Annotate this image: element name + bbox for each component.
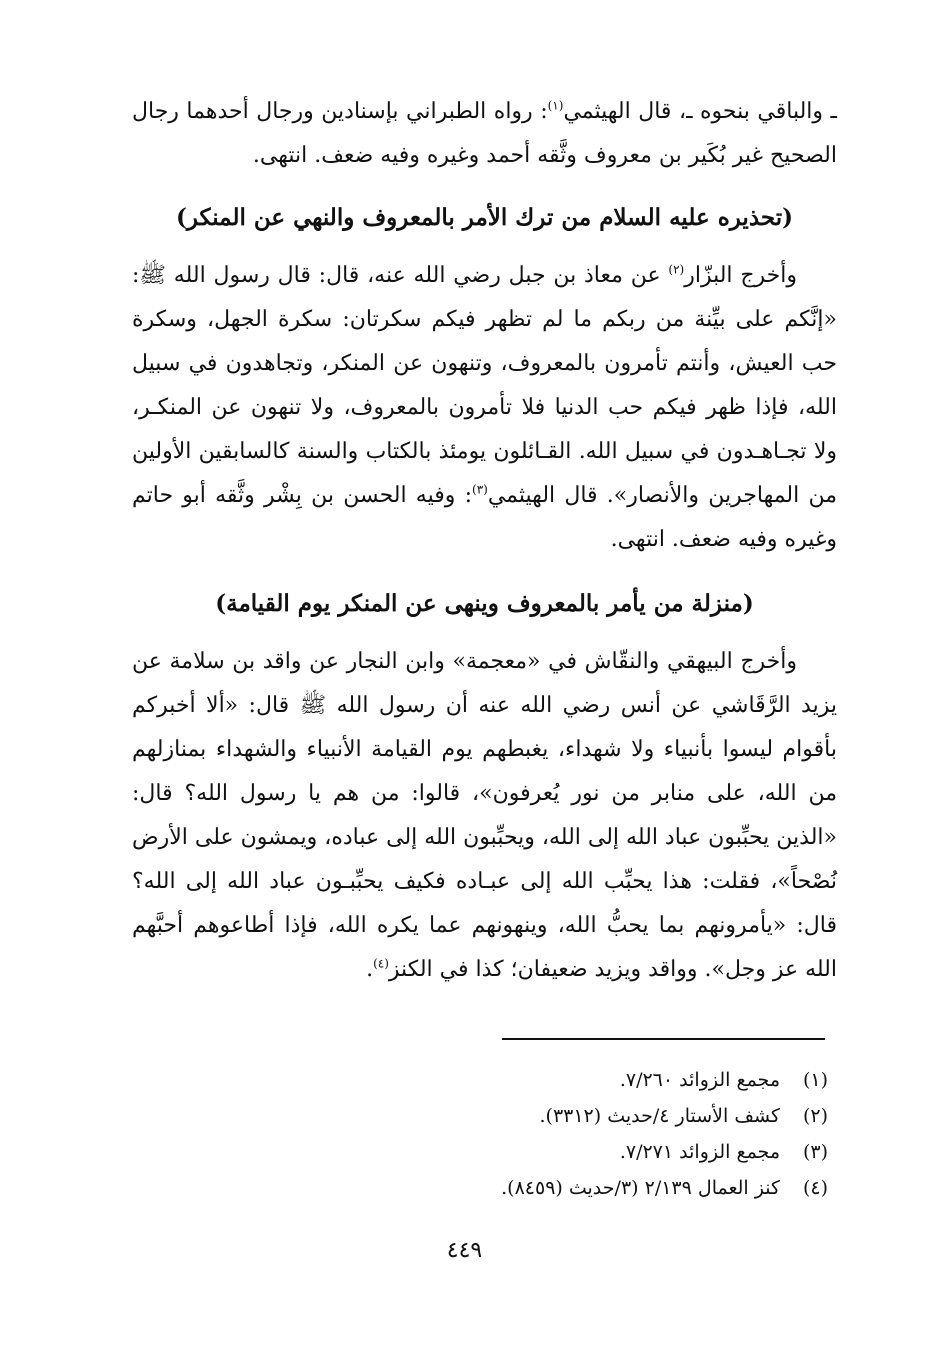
- section2-text-b: .: [366, 957, 374, 982]
- section-heading-rank: (منزلة من يأمر بالمعروف وينهى عن المنكر يوم القيامة): [215, 590, 754, 617]
- footnote-item: [380, 1134, 828, 1170]
- section2-paragraph: [132, 640, 837, 992]
- footnote-text: كنز العمال ٢/١٣٩ (٣/حديث (٨٤٥٩).: [501, 1177, 780, 1199]
- footnote-item: [380, 1062, 828, 1098]
- section1-paragraph: [132, 254, 837, 562]
- footnote-number: (٢): [802, 1105, 828, 1127]
- intro-text-a: ـ والباقي بنحوه ـ، قال الهيثمي: [563, 99, 837, 124]
- footnote-item: [380, 1098, 828, 1134]
- footnote-ref-4: (٤): [373, 956, 389, 971]
- footnote-ref-3: (٣): [472, 482, 488, 497]
- footnote-number: (٤): [802, 1177, 828, 1199]
- section1-text-c: : وفيه الحسن بن بِشْر وثَّقه أبو حاتم وغيره وفيه ضعف. انتهى.: [132, 483, 837, 552]
- footnote-divider: [502, 1038, 825, 1040]
- section1-text-a: وأخرج البزّار: [684, 263, 798, 288]
- intro-text-b: : رواه الطبراني بإسنادين ورجال أحدهما رجال الصحيح غير بُكَير بن معروف وثَّقه أحمد وغيره وفيه ضعف. انتهى.: [132, 99, 837, 168]
- footnote-text: مجمع الزوائد ٧/٢٧١.: [619, 1141, 780, 1163]
- footnote-number: (٣): [802, 1141, 828, 1163]
- footnotes-list: [380, 1062, 828, 1206]
- footnote-text: كشف الأستار ٤/حديث (٣٣١٢).: [539, 1105, 780, 1127]
- footnote-text: مجمع الزوائد ٧/٢٦٠.: [619, 1069, 780, 1091]
- footnote-item: [380, 1170, 828, 1206]
- page-number: ٤٤٩: [446, 1238, 483, 1263]
- footnote-ref-2: (٢): [668, 262, 685, 277]
- footnote-ref-1: (١): [547, 98, 564, 113]
- intro-paragraph: [132, 90, 837, 178]
- section1-text-b: عن معاذ بن جبل رضي الله عنه، قال: قال رسول الله ﷺ: «إنَّكم على بيِّنة من ربكم ما لم تظهر فيكم سكرتان: سكرة الجهل، وسكرة حب العيش، وأنتم تأمرون بالمعروف، وتنهون عن المنكر، وتجاهدون في سبيل الله، فإذا ظهر فيكم حب الدنيا فلا تأمرون بالمعروف، ولا تنهون عن المنكـر، ولا تجـاهـدون في سبيل الله. القـائلون يومئذ بالكتاب والسنة كالسابقين الأولين من المهاجرين والأنصار». قال الهيثمي: [132, 263, 837, 508]
- footnote-number: (١): [802, 1069, 828, 1091]
- section2-text-a: وأخرج البيهقي والنقّاش في «معجمة» وابن النجار عن واقد بن سلامة عن يزيد الرَّقَاشي عن أنس رضي الله عنه أن رسول الله ﷺ قال: «ألا أخبركم بأقوام ليسوا بأنبياء ولا شهداء، يغبطهم يوم القيامة الأنبياء والشهداء بمنازلهم من الله، على منابر من نور يُعرفون»، قالوا: من هم يا رسول الله؟ قال: «الذين يحبِّبون عباد الله إلى الله، ويحبِّبون الله إلى عباده، ويمشون على الأرض نُصْحاً»، فقلت: هذا يحبِّب الله إلى عبـاده فكيف يحبِّبـون عباد الله إلى الله؟ قال: «يأمرونهم بما يحبُّ الله، وينهونهم عما يكره الله، فإذا أطاعوهم أحبَّهم الله عز وجل». وواقد ويزيد ضعيفان؛ كذا في الكنز: [132, 649, 837, 982]
- section-heading-warning: (تحذيره عليه السلام من ترك الأمر بالمعروف والنهي عن المنكر): [175, 204, 794, 231]
